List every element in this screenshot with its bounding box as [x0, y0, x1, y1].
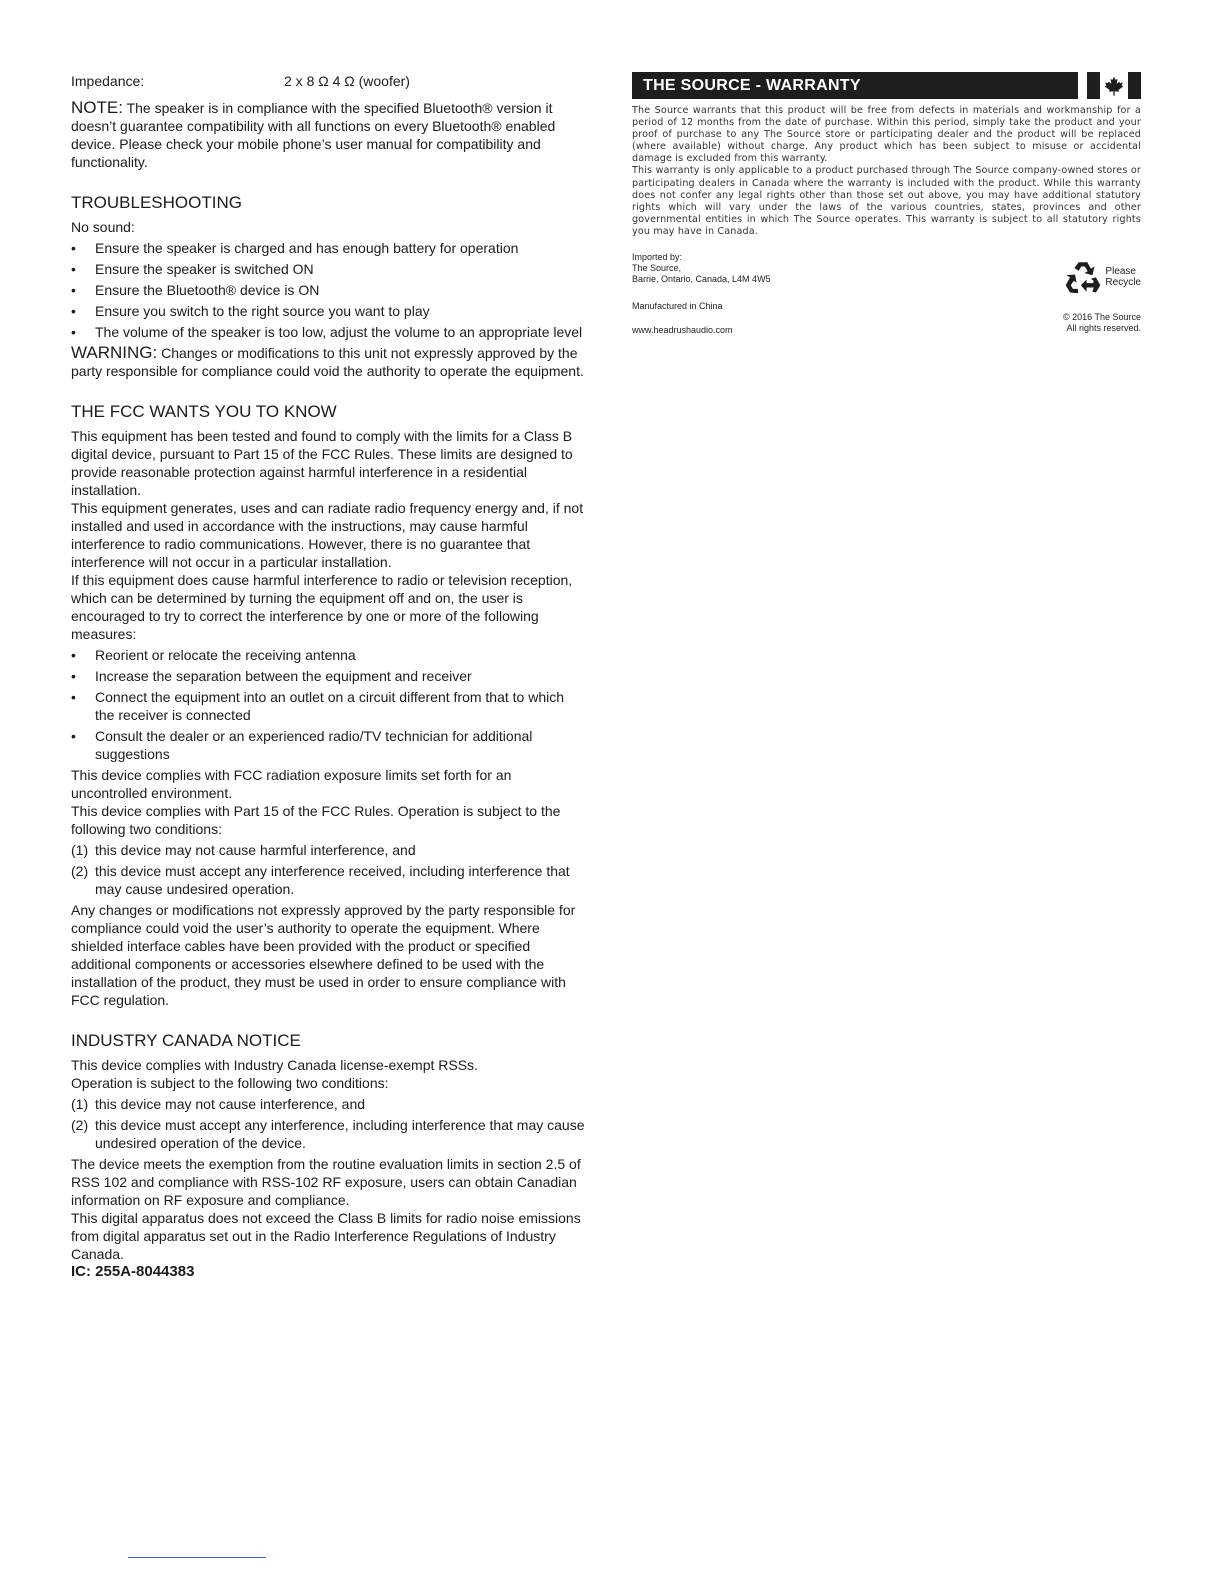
impedance-row — [71, 72, 586, 90]
list-item: • Ensure the Bluetooth® device is ON — [71, 281, 586, 299]
condition-text: this device may not cause harmful interference, and — [95, 842, 416, 858]
note-label: NOTE: — [71, 98, 123, 117]
fcc-conditions-list — [71, 841, 586, 898]
list-item: • Increase the separation between the equipment and receiver — [71, 667, 586, 685]
troubleshooting-heading: TROUBLESHOOTING — [71, 193, 242, 212]
manufactured-in: Manufactured in China — [632, 301, 723, 312]
fcc-measures-list — [71, 646, 586, 763]
website-link[interactable]: www.headrushaudio.com — [632, 325, 733, 336]
fcc-paragraph-1: This equipment has been tested and found to comply with the limits for a Class B digital device, pursuant to Part 15 of the FCC Rules. These limits are designed to provide reasonable protection against harmful interference in a residential installation. — [71, 428, 573, 498]
recycle-badge — [1065, 260, 1141, 294]
condition-number: (2) — [71, 863, 89, 879]
importer-block — [632, 252, 1141, 336]
list-item — [71, 1095, 586, 1113]
list-item — [71, 841, 586, 859]
recycle-text-2: Recycle — [1105, 277, 1141, 289]
ic-paragraph-3: The device meets the exemption from the routine evaluation limits in section 2.5 of RSS 102 and compliance with RSS-102 RF exposure, users can obtain Canadian information on RF exposure and compliance. — [71, 1156, 581, 1208]
ic-paragraph-4: This digital apparatus does not exceed the Class B limits for radio noise emissions from digital apparatus set out in the Radio Interference Regulations of Industry Canada. — [71, 1210, 581, 1262]
imported-label: Imported by: — [632, 252, 683, 263]
list-item: • Reorient or relocate the receiving antenna — [71, 646, 586, 664]
imported-address: Barrie, Ontario, Canada, L4M 4W5 — [632, 274, 771, 285]
warranty-title: THE SOURCE - WARRANTY — [632, 72, 1078, 99]
list-item: • Ensure the speaker is switched ON — [71, 260, 586, 278]
warning-paragraph — [71, 344, 586, 380]
ic-conditions-list — [71, 1095, 586, 1152]
list-item: • Consult the dealer or an experienced radio/TV technician for additional suggestions — [71, 727, 586, 763]
right-column — [632, 72, 1141, 336]
warranty-paragraph-1: The Source warrants that this product will be free from defects in materials and workmanship for a period of 12 months from the date of purchase. Within this period, simply take the product and your proof of purchase to any The Source store or participating dealer and the product will be replaced (where available) without charge. Any product which has been subject to misuse or accidental damage is excluded from this warranty. — [632, 105, 1141, 165]
troubleshooting-section — [71, 193, 586, 341]
warranty-text — [632, 105, 1141, 238]
warning-text: Changes or modifications to this unit not expressly approved by the party responsible for compliance could void the authority to operate the equipment. — [71, 345, 584, 379]
list-item — [71, 862, 586, 898]
list-item: • The volume of the speaker is too low, adjust the volume to an appropriate level — [71, 323, 586, 341]
list-item — [71, 1116, 586, 1152]
warning-label: WARNING: — [71, 343, 158, 362]
warranty-paragraph-2: This warranty is only applicable to a product purchased through The Source company-owned stores or participating dealers in Canada where the warranty is included with the product. While this warranty does not confer any legal rights other than those set out above, you may have additional statutory rights which will vary under the laws of the various countries, states, provinces and other governmental entities in which The Source operates. This warranty is subject to all statutory rights you may have in Canada. — [632, 165, 1141, 237]
industry-canada-heading: INDUSTRY CANADA NOTICE — [71, 1031, 301, 1050]
recycle-icon — [1065, 260, 1101, 294]
condition-text: this device may not cause interference, and — [95, 1096, 366, 1112]
troubleshooting-subheading: No sound: — [71, 219, 135, 235]
impedance-value: 2 x 8 Ω 4 Ω (woofer) — [284, 73, 410, 89]
condition-number: (2) — [71, 1117, 89, 1133]
condition-text: this device must accept any interference received, including interference that may cause undesired operation. — [95, 863, 570, 897]
copyright-text: © 2016 The Source — [1062, 312, 1141, 323]
canada-flag-icon — [1087, 72, 1141, 99]
recycle-text-1: Please — [1105, 266, 1136, 278]
list-item: • Ensure the speaker is charged and has enough battery for operation — [71, 239, 586, 257]
industry-canada-section — [71, 1031, 586, 1281]
ic-paragraph-2: Operation is subject to the following two conditions: — [71, 1075, 389, 1091]
troubleshooting-list — [71, 239, 586, 341]
left-column — [71, 72, 586, 1281]
fcc-paragraph-5: This device complies with Part 15 of the FCC Rules. Operation is subject to the following two conditions: — [71, 803, 561, 837]
impedance-label: Impedance: — [71, 73, 145, 89]
fcc-paragraph-4: This device complies with FCC radiation exposure limits set forth for an uncontrolled environment. — [71, 767, 512, 801]
ic-paragraph-1: This device complies with Industry Canada license-exempt RSSs. — [71, 1057, 478, 1073]
warranty-header — [632, 72, 1141, 99]
note-text: The speaker is in compliance with the specified Bluetooth® version it doesn’t guarantee compatibility with all functions on every Bluetooth® enabled device. Please check your mobile phone’s user manual for compatibility and functionality. — [71, 100, 556, 170]
list-item: • Ensure you switch to the right source you want to play — [71, 302, 586, 320]
rights-text: All rights reserved. — [1066, 323, 1141, 334]
condition-text: this device must accept any interference, including interference that may cause undesired operation of the device. — [95, 1117, 585, 1151]
fcc-paragraph-6: Any changes or modifications not expressly approved by the party responsible for compliance could void the user’s authority to operate the equipment. Where shielded interface cables have been provided with the product or specified additional components or accessories elsewhere defined to be used with the installation of the product, they must be used in order to ensure compliance with FCC regulation. — [71, 902, 576, 1008]
note-paragraph — [71, 99, 586, 171]
list-item: • Connect the equipment into an outlet on a circuit different from that to which the receiver is connected — [71, 688, 586, 724]
copyright-block — [1063, 312, 1141, 334]
maple-leaf-icon — [1103, 75, 1125, 97]
ic-number: IC: 255A-8044383 — [71, 1263, 195, 1280]
fcc-paragraph-3: If this equipment does cause harmful interference to radio or television reception, which can be determined by turning the equipment off and on, the user is encouraged to try to correct the interference by one or more of the following measures: — [71, 572, 573, 642]
fcc-paragraph-2: This equipment generates, uses and can radiate radio frequency energy and, if not installed and used in accordance with the instructions, may cause harmful interference to radio communications. However, there is no guarantee that interference will not occur in a particular installation. — [71, 500, 584, 570]
bottom-link-underline — [128, 1557, 266, 1558]
imported-name: The Source, — [632, 263, 682, 274]
fcc-section — [71, 402, 586, 1009]
fcc-heading: THE FCC WANTS YOU TO KNOW — [71, 402, 337, 421]
condition-number: (1) — [71, 842, 89, 858]
condition-number: (1) — [71, 1096, 89, 1112]
